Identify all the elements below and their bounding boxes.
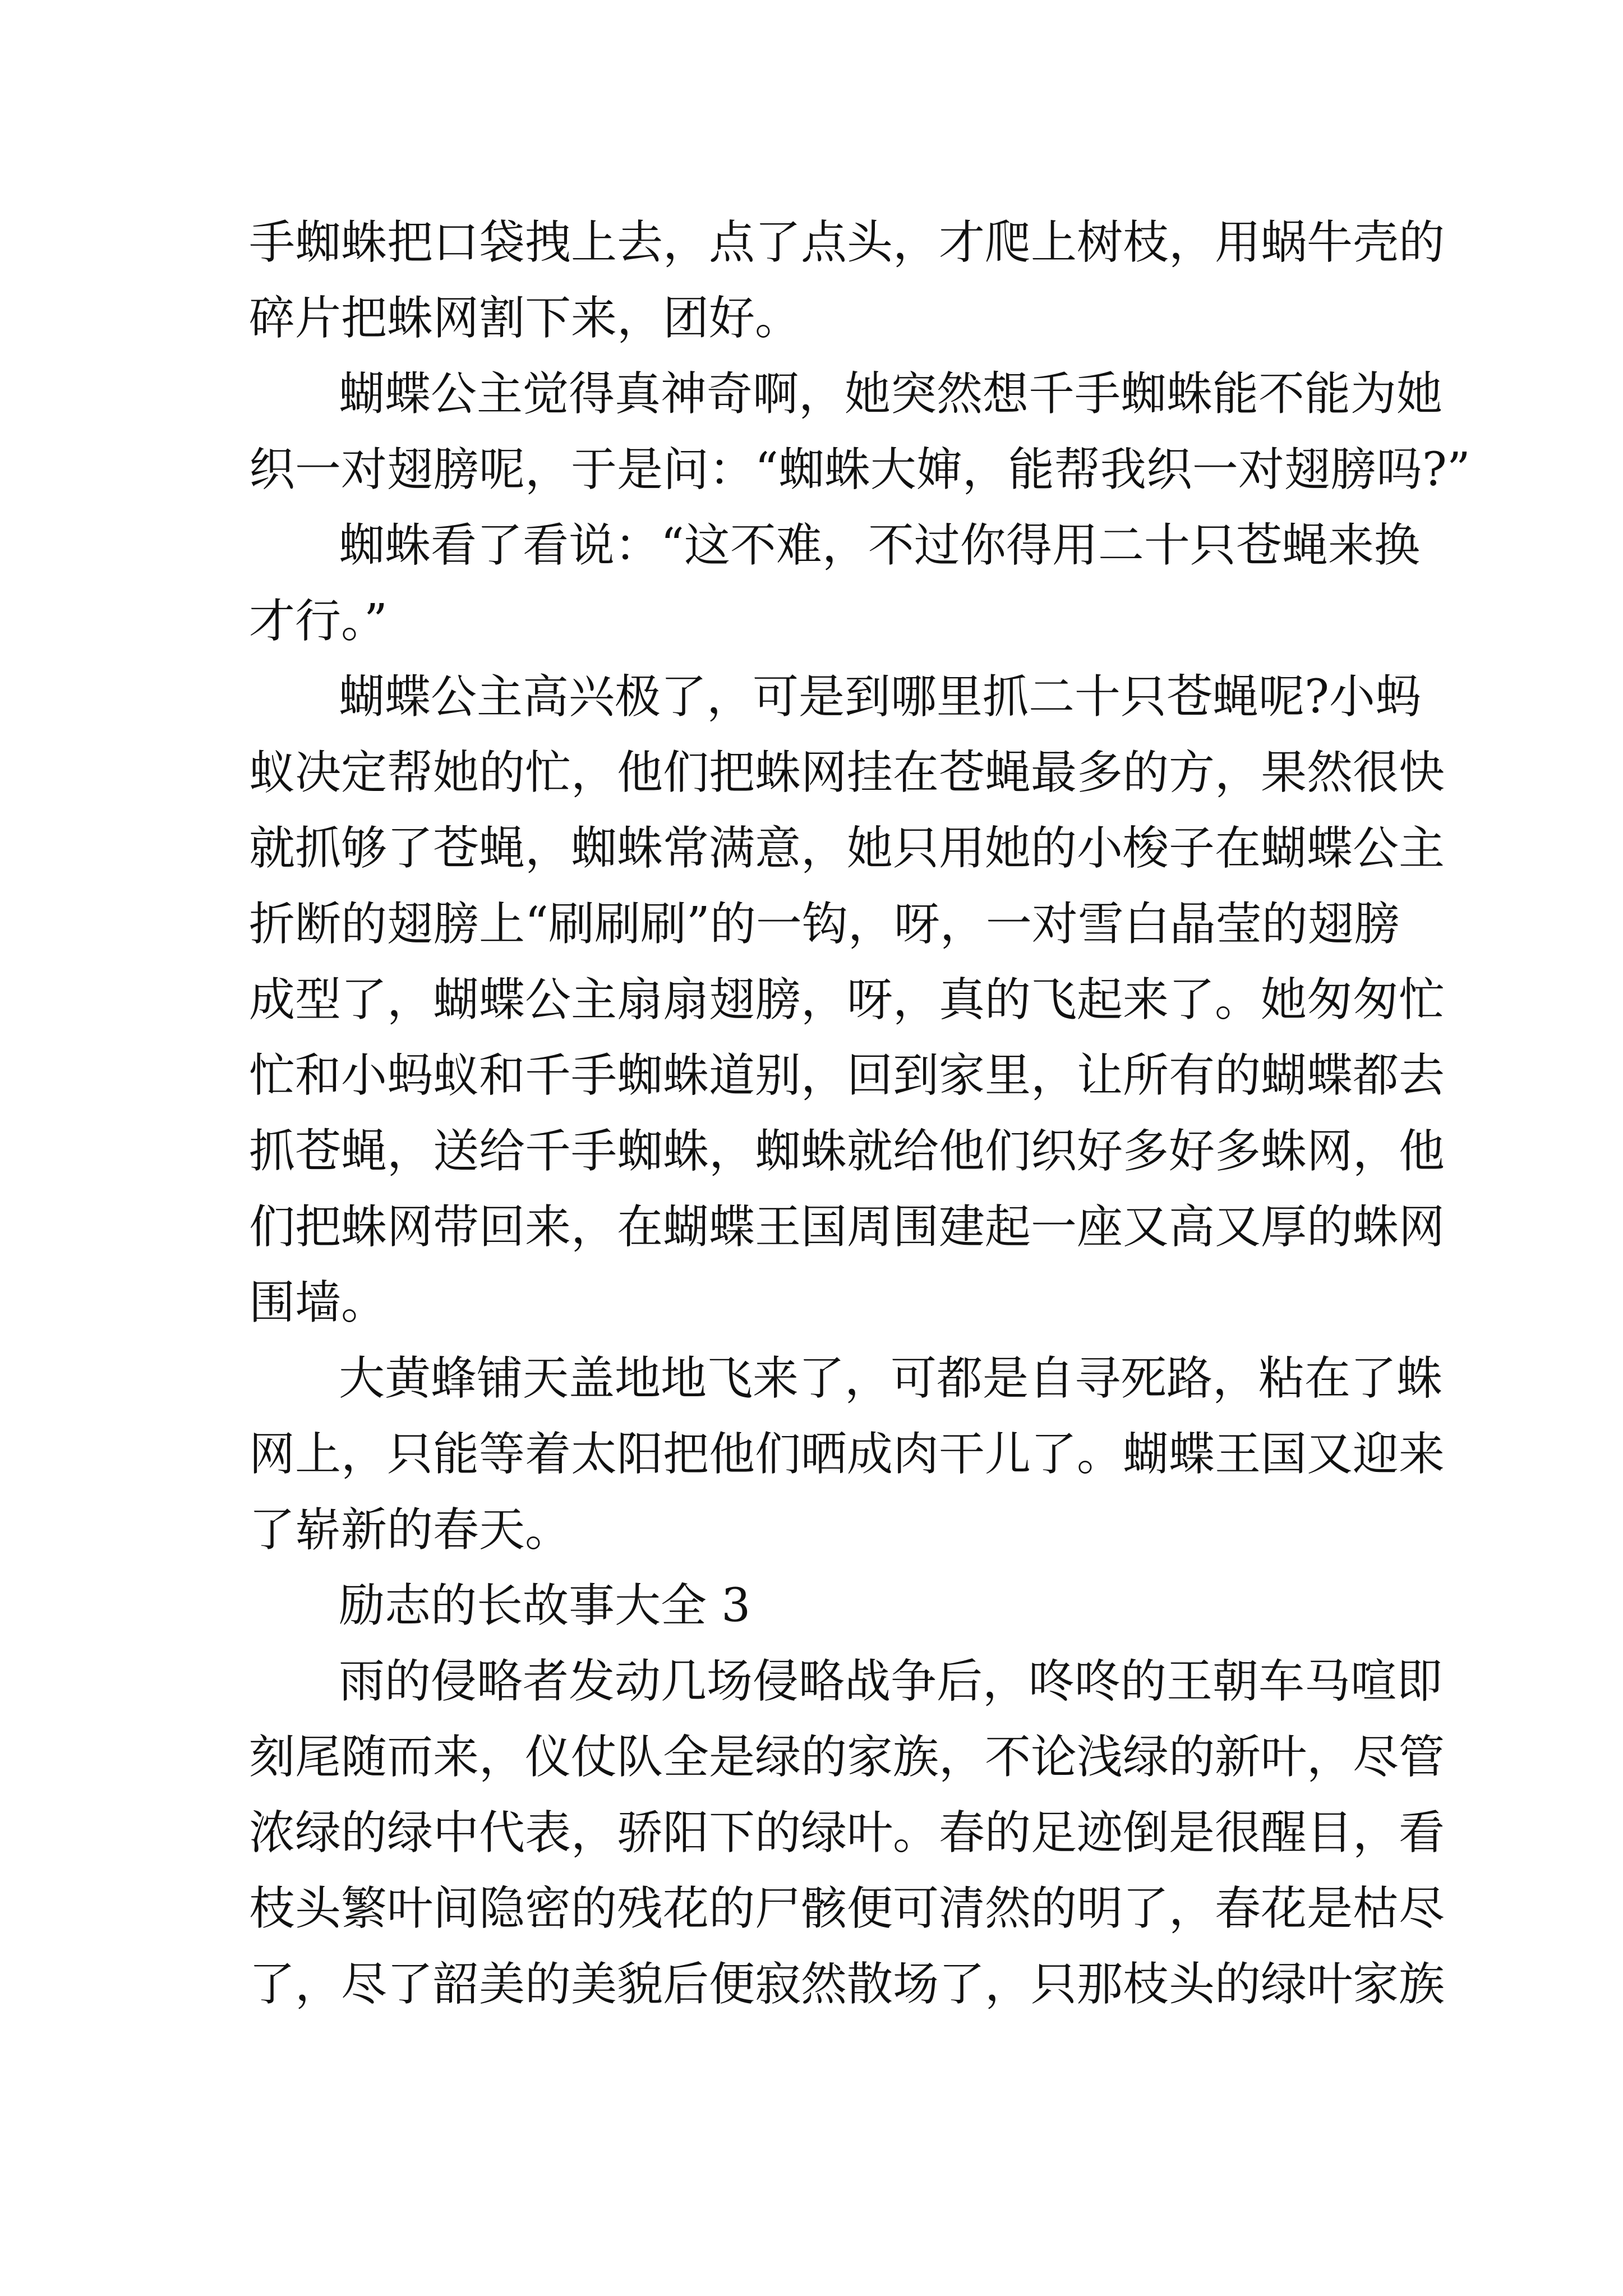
text-line: 碎片把蛛网割下来，团好。	[249, 292, 801, 345]
text-line: 就抓够了苍蝇，蜘蛛常满意，她只用她的小梭子在蝴蝶公主	[249, 822, 1445, 875]
section-heading: 励志的长故事大全 3	[339, 1579, 751, 1632]
text-line: 抓苍蝇，送给千手蜘蛛，蜘蛛就给他们织好多好多蛛网，他	[249, 1125, 1445, 1178]
paragraph-start-line: 蝴蝶公主觉得真神奇啊，她突然想千手蜘蛛能不能为她	[339, 367, 1443, 421]
paragraph-start-line: 蝴蝶公主高兴极了，可是到哪里抓二十只苍蝇呢?小蚂	[339, 670, 1421, 724]
text-line: 才行。”	[249, 595, 388, 648]
document-body	[249, 205, 1470, 2022]
text-line: 了，尽了韶美的美貌后便寂然散场了，只那枝头的绿叶家族	[249, 1958, 1445, 2011]
paragraph-start-line: 雨的侵略者发动几场侵略战争后，咚咚的王朝车马喧即	[339, 1655, 1443, 1708]
text-line: 围墙。	[249, 1276, 388, 1329]
text-line: 织一对翅膀呢，于是问：“蜘蛛大婶，能帮我织一对翅膀吗?”	[249, 443, 1470, 496]
paragraph-start-line: 大黄蜂铺天盖地地飞来了，可都是自寻死路，粘在了蛛	[339, 1352, 1443, 1405]
paragraph-start-line: 蜘蛛看了看说：“这不难，不过你得用二十只苍蝇来换	[339, 519, 1420, 572]
text-line: 刻尾随而来，仪仗队全是绿的家族，不论浅绿的新叶，尽管	[249, 1731, 1445, 1784]
text-line: 了崭新的春天。	[249, 1503, 571, 1557]
text-line: 忙和小蚂蚁和千手蜘蛛道别，回到家里，让所有的蝴蝶都去	[249, 1049, 1445, 1102]
text-line: 们把蛛网带回来，在蝴蝶王国周围建起一座又高又厚的蛛网	[249, 1200, 1445, 1254]
text-line: 网上，只能等着太阳把他们晒成肉干儿了。蝴蝶王国又迎来	[249, 1428, 1445, 1481]
text-line: 蚁决定帮她的忙，他们把蛛网挂在苍蝇最多的方，果然很快	[249, 746, 1445, 799]
text-line: 折断的翅膀上“刷刷刷”的一钩，呀，一对雪白晶莹的翅膀	[249, 898, 1400, 951]
text-line: 枝头繁叶间隐密的残花的尸骸便可清然的明了，春花是枯尽	[249, 1882, 1445, 1935]
text-line: 成型了，蝴蝶公主扇扇翅膀，呀，真的飞起来了。她匆匆忙	[249, 973, 1445, 1027]
text-line: 手蜘蛛把口袋拽上去，点了点头，才爬上树枝，用蜗牛壳的	[249, 216, 1445, 269]
text-line: 浓绿的绿中代表，骄阳下的绿叶。春的足迹倒是很醒目，看	[249, 1806, 1445, 1860]
